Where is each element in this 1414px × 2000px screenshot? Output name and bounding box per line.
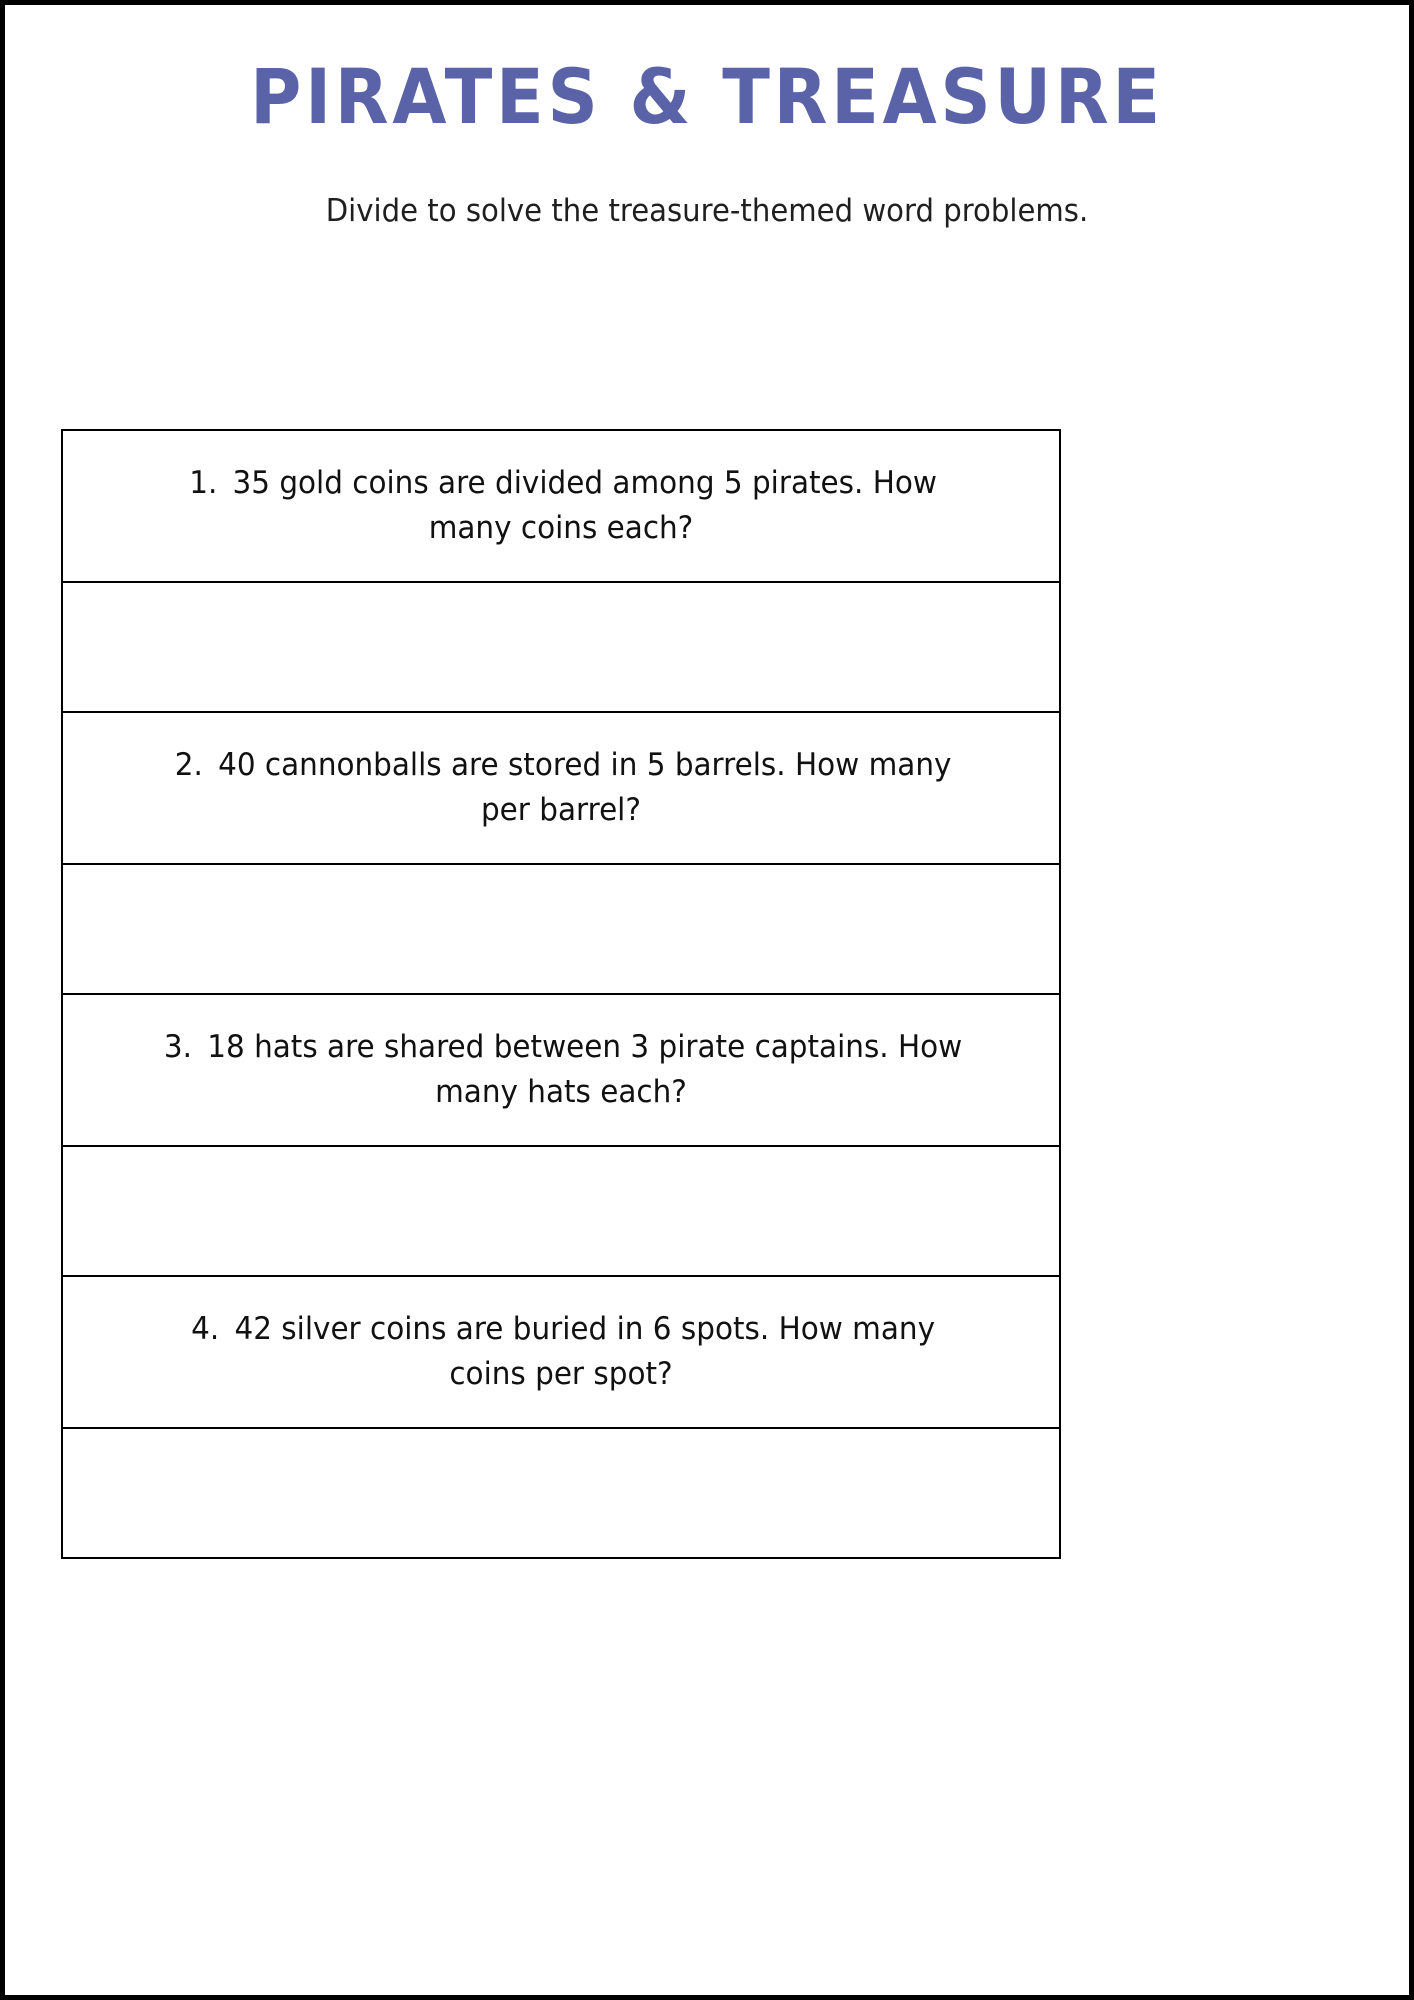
question-number-4: 4. xyxy=(191,1311,220,1348)
table-row xyxy=(62,582,1060,712)
question-cell-3 xyxy=(62,994,1060,1146)
answer-cell-1[interactable] xyxy=(62,582,1060,712)
question-cell-1 xyxy=(62,430,1060,582)
problem-table-container xyxy=(61,429,1061,1559)
answer-space-2[interactable] xyxy=(63,865,1059,993)
worksheet-instructions: Divide to solve the treasure-themed word problems. xyxy=(325,192,1089,229)
table-row xyxy=(62,712,1060,864)
question-text-4a: 42 silver coins are buried in 6 spots. How many xyxy=(234,1311,936,1348)
question-number-1: 1. xyxy=(189,465,218,502)
question-line-1b: many coins each? xyxy=(428,510,694,546)
table-row xyxy=(62,994,1060,1146)
question-number-3: 3. xyxy=(163,1029,193,1066)
worksheet-header xyxy=(5,5,1409,230)
table-row xyxy=(62,864,1060,994)
question-number-2: 2. xyxy=(174,747,203,784)
answer-space-1[interactable] xyxy=(63,583,1059,711)
question-line-2a xyxy=(88,743,1034,788)
table-row xyxy=(62,1428,1060,1558)
table-row xyxy=(62,1276,1060,1428)
answer-space-4[interactable] xyxy=(63,1429,1059,1557)
question-text-2a: 40 cannonballs are stored in 5 barrels. How many xyxy=(218,747,952,784)
problem-table xyxy=(61,429,1061,1559)
question-cell-4 xyxy=(62,1276,1060,1428)
question-line-1a xyxy=(88,461,1034,506)
question-line-3b: many hats each? xyxy=(435,1074,687,1110)
question-cell-2 xyxy=(62,712,1060,864)
table-row xyxy=(62,430,1060,582)
answer-cell-4[interactable] xyxy=(62,1428,1060,1558)
question-text-1a: 35 gold coins are divided among 5 pirates. How xyxy=(232,465,937,502)
table-row xyxy=(62,1146,1060,1276)
question-line-2b: per barrel? xyxy=(480,792,642,828)
question-line-4b: coins per spot? xyxy=(449,1356,673,1392)
question-text-3a: 18 hats are shared between 3 pirate captains. How xyxy=(207,1029,963,1066)
answer-cell-2[interactable] xyxy=(62,864,1060,994)
answer-space-3[interactable] xyxy=(63,1147,1059,1275)
question-line-3a xyxy=(88,1025,1034,1070)
question-line-4a xyxy=(88,1307,1034,1352)
page-title: PIRATES & TREASURE xyxy=(250,52,1164,141)
answer-cell-3[interactable] xyxy=(62,1146,1060,1276)
